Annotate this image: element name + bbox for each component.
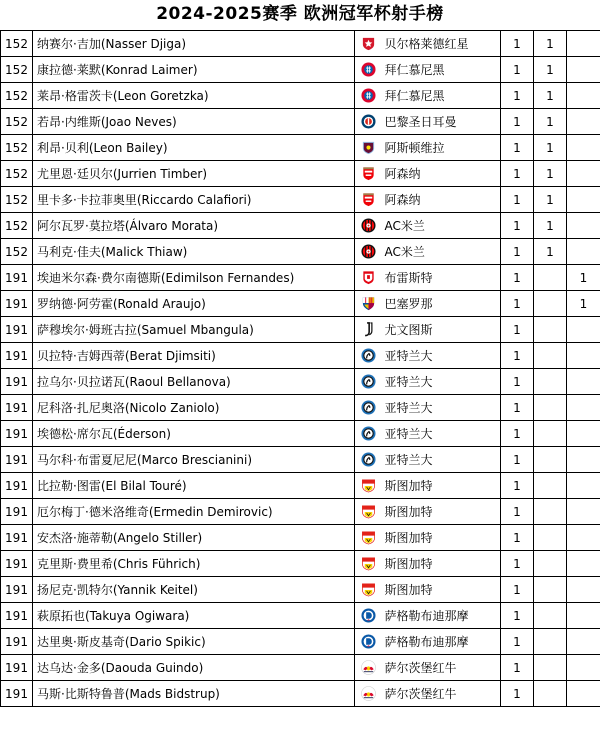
player-name-cell: 康拉德·莱默(Konrad Laimer): [33, 57, 355, 83]
rank-cell: 191: [1, 265, 33, 291]
stat-b-cell: [534, 317, 567, 343]
player-name-cell: 萩原拓也(Takuya Ogiwara): [33, 603, 355, 629]
table-row: [1, 681, 600, 707]
goals-cell: 1: [501, 83, 534, 109]
stat-b-cell: [534, 421, 567, 447]
atalanta-icon: [361, 426, 376, 441]
club-name-cell: 斯图加特: [383, 525, 501, 551]
table-row: [1, 655, 600, 681]
club-logo-cell: [355, 187, 383, 213]
table-row: [1, 265, 600, 291]
stat-c-cell: [567, 395, 600, 421]
club-logo-cell: [355, 681, 383, 707]
stat-b-cell: [534, 603, 567, 629]
rank-cell: 191: [1, 473, 33, 499]
club-logo-cell: [355, 161, 383, 187]
player-name-cell: 扬尼克·凯特尔(Yannik Keitel): [33, 577, 355, 603]
club-logo-cell: [355, 603, 383, 629]
rank-cell: 152: [1, 239, 33, 265]
rank-cell: 152: [1, 109, 33, 135]
player-name-cell: 马斯·比斯特鲁普(Mads Bidstrup): [33, 681, 355, 707]
arsenal-icon: [361, 166, 376, 181]
goals-cell: 1: [501, 187, 534, 213]
goals-cell: 1: [501, 317, 534, 343]
ac-milan-icon: [361, 244, 376, 259]
rank-cell: 152: [1, 83, 33, 109]
table-row: [1, 83, 600, 109]
player-name-cell: 里卡多·卡拉菲奥里(Riccardo Calafiori): [33, 187, 355, 213]
rank-cell: 191: [1, 447, 33, 473]
stat-b-cell: [534, 655, 567, 681]
table-row: [1, 135, 600, 161]
stat-c-cell: [567, 473, 600, 499]
stat-c-cell: [567, 161, 600, 187]
stat-c-cell: [567, 187, 600, 213]
table-row: [1, 187, 600, 213]
club-logo-cell: [355, 57, 383, 83]
stat-b-cell: [534, 525, 567, 551]
player-name-cell: 罗纳德·阿劳霍(Ronald Araujo): [33, 291, 355, 317]
club-name-cell: 亚特兰大: [383, 343, 501, 369]
ac-milan-icon: [361, 218, 376, 233]
player-name-cell: 萨穆埃尔·姆班古拉(Samuel Mbangula): [33, 317, 355, 343]
atalanta-icon: [361, 374, 376, 389]
rank-cell: 191: [1, 499, 33, 525]
goals-cell: 1: [501, 447, 534, 473]
club-name-cell: 亚特兰大: [383, 369, 501, 395]
stat-b-cell: 1: [534, 83, 567, 109]
stuttgart-icon: [361, 530, 376, 545]
club-logo-cell: [355, 629, 383, 655]
dinamo-zagreb-icon: [361, 634, 376, 649]
player-name-cell: 马利克·佳夫(Malick Thiaw): [33, 239, 355, 265]
rank-cell: 191: [1, 395, 33, 421]
player-name-cell: 马尔科·布雷夏尼尼(Marco Brescianini): [33, 447, 355, 473]
club-logo-cell: [355, 577, 383, 603]
table-row: [1, 291, 600, 317]
stat-c-cell: [567, 681, 600, 707]
player-name-cell: 若昂·内维斯(Joao Neves): [33, 109, 355, 135]
table-row: [1, 447, 600, 473]
goals-cell: 1: [501, 135, 534, 161]
stat-c-cell: [567, 57, 600, 83]
club-logo-cell: [355, 473, 383, 499]
stat-c-cell: [567, 109, 600, 135]
table-row: [1, 109, 600, 135]
goals-cell: 1: [501, 577, 534, 603]
atalanta-icon: [361, 452, 376, 467]
player-name-cell: 纳赛尔·吉加(Nasser Djiga): [33, 31, 355, 57]
club-logo-cell: [355, 655, 383, 681]
stat-c-cell: [567, 317, 600, 343]
club-logo-cell: [355, 525, 383, 551]
club-name-cell: AC米兰: [383, 239, 501, 265]
table-row: [1, 343, 600, 369]
club-name-cell: 拜仁慕尼黑: [383, 83, 501, 109]
club-logo-cell: [355, 239, 383, 265]
club-logo-cell: [355, 447, 383, 473]
goals-cell: 1: [501, 551, 534, 577]
player-name-cell: 埃迪米尔森·费尔南德斯(Edimilson Fernandes): [33, 265, 355, 291]
goals-cell: 1: [501, 629, 534, 655]
player-name-cell: 比拉勒·图雷(El Bilal Touré): [33, 473, 355, 499]
goals-cell: 1: [501, 369, 534, 395]
club-name-cell: 斯图加特: [383, 473, 501, 499]
salzburg-icon: [361, 660, 376, 675]
club-logo-cell: [355, 213, 383, 239]
goals-cell: 1: [501, 499, 534, 525]
stat-b-cell: [534, 681, 567, 707]
goals-cell: 1: [501, 421, 534, 447]
club-logo-cell: [355, 551, 383, 577]
stat-b-cell: [534, 473, 567, 499]
stat-b-cell: [534, 343, 567, 369]
player-name-cell: 贝拉特·吉姆西蒂(Berat Djimsiti): [33, 343, 355, 369]
table-row: [1, 213, 600, 239]
rank-cell: 152: [1, 187, 33, 213]
stat-c-cell: [567, 83, 600, 109]
table-row: [1, 499, 600, 525]
player-name-cell: 安杰洛·施蒂勒(Angelo Stiller): [33, 525, 355, 551]
rank-cell: 191: [1, 291, 33, 317]
club-name-cell: AC米兰: [383, 213, 501, 239]
stat-b-cell: [534, 395, 567, 421]
bayern-icon: [361, 88, 376, 103]
club-name-cell: 巴黎圣日耳曼: [383, 109, 501, 135]
rank-cell: 191: [1, 525, 33, 551]
player-name-cell: 尼科洛·扎尼奥洛(Nicolo Zaniolo): [33, 395, 355, 421]
goals-cell: 1: [501, 291, 534, 317]
stat-c-cell: 1: [567, 291, 600, 317]
stat-c-cell: [567, 551, 600, 577]
club-logo-cell: [355, 395, 383, 421]
stat-b-cell: 1: [534, 109, 567, 135]
player-name-cell: 达乌达·金多(Daouda Guindo): [33, 655, 355, 681]
goals-cell: 1: [501, 161, 534, 187]
atalanta-icon: [361, 400, 376, 415]
club-logo-cell: [355, 31, 383, 57]
stuttgart-icon: [361, 478, 376, 493]
stat-c-cell: [567, 31, 600, 57]
stuttgart-icon: [361, 556, 376, 571]
rank-cell: 152: [1, 161, 33, 187]
rank-cell: 191: [1, 343, 33, 369]
club-name-cell: 阿森纳: [383, 161, 501, 187]
stat-c-cell: [567, 135, 600, 161]
club-logo-cell: [355, 83, 383, 109]
club-logo-cell: [355, 369, 383, 395]
player-name-cell: 拉乌尔·贝拉诺瓦(Raoul Bellanova): [33, 369, 355, 395]
player-name-cell: 尤里恩·廷贝尔(Jurrien Timber): [33, 161, 355, 187]
crvena-zvezda-icon: [361, 36, 376, 51]
stat-c-cell: [567, 629, 600, 655]
club-name-cell: 斯图加特: [383, 577, 501, 603]
stat-c-cell: 1: [567, 265, 600, 291]
table-row: [1, 473, 600, 499]
stat-b-cell: 1: [534, 187, 567, 213]
club-logo-cell: [355, 499, 383, 525]
goals-cell: 1: [501, 655, 534, 681]
dinamo-zagreb-icon: [361, 608, 376, 623]
stat-c-cell: [567, 577, 600, 603]
club-logo-cell: [355, 109, 383, 135]
player-name-cell: 阿尔瓦罗·莫拉塔(Álvaro Morata): [33, 213, 355, 239]
rank-cell: 191: [1, 681, 33, 707]
club-name-cell: 萨尔茨堡红牛: [383, 655, 501, 681]
bayern-icon: [361, 62, 376, 77]
rank-cell: 191: [1, 551, 33, 577]
stat-c-cell: [567, 421, 600, 447]
club-logo-cell: [355, 265, 383, 291]
stat-c-cell: [567, 603, 600, 629]
rank-cell: 152: [1, 31, 33, 57]
table-row: [1, 551, 600, 577]
stuttgart-icon: [361, 504, 376, 519]
goals-cell: 1: [501, 525, 534, 551]
stat-b-cell: [534, 551, 567, 577]
club-logo-cell: [355, 343, 383, 369]
club-name-cell: 尤文图斯: [383, 317, 501, 343]
goals-cell: 1: [501, 603, 534, 629]
stat-b-cell: [534, 499, 567, 525]
player-name-cell: 达里奥·斯皮基奇(Dario Spikic): [33, 629, 355, 655]
rank-cell: 191: [1, 421, 33, 447]
goals-cell: 1: [501, 57, 534, 83]
club-name-cell: 萨格勒布迪那摩: [383, 603, 501, 629]
rank-cell: 191: [1, 603, 33, 629]
goals-cell: 1: [501, 265, 534, 291]
table-row: [1, 31, 600, 57]
stat-c-cell: [567, 525, 600, 551]
stat-b-cell: 1: [534, 135, 567, 161]
table-row: [1, 525, 600, 551]
stat-c-cell: [567, 447, 600, 473]
table-row: [1, 395, 600, 421]
table-row: [1, 577, 600, 603]
table-row: [1, 57, 600, 83]
player-name-cell: 克里斯·费里希(Chris Führich): [33, 551, 355, 577]
player-name-cell: 利昂·贝利(Leon Bailey): [33, 135, 355, 161]
stat-c-cell: [567, 239, 600, 265]
table-row: [1, 161, 600, 187]
goals-cell: 1: [501, 473, 534, 499]
stat-b-cell: [534, 369, 567, 395]
arsenal-icon: [361, 192, 376, 207]
table-row: [1, 369, 600, 395]
goals-cell: 1: [501, 109, 534, 135]
rank-cell: 152: [1, 135, 33, 161]
rank-cell: 191: [1, 655, 33, 681]
club-logo-cell: [355, 421, 383, 447]
club-name-cell: 阿森纳: [383, 187, 501, 213]
club-logo-cell: [355, 135, 383, 161]
stat-b-cell: [534, 447, 567, 473]
club-name-cell: 巴塞罗那: [383, 291, 501, 317]
stat-c-cell: [567, 369, 600, 395]
club-name-cell: 布雷斯特: [383, 265, 501, 291]
club-name-cell: 萨格勒布迪那摩: [383, 629, 501, 655]
stat-b-cell: 1: [534, 213, 567, 239]
goals-cell: 1: [501, 31, 534, 57]
stat-b-cell: 1: [534, 239, 567, 265]
player-name-cell: 厄尔梅丁·德米洛维奇(Ermedin Demirovic): [33, 499, 355, 525]
scorers-table: [0, 30, 600, 707]
club-name-cell: 斯图加特: [383, 499, 501, 525]
goals-cell: 1: [501, 395, 534, 421]
stat-b-cell: 1: [534, 57, 567, 83]
club-name-cell: 阿斯顿维拉: [383, 135, 501, 161]
psg-icon: [361, 114, 376, 129]
goals-cell: 1: [501, 681, 534, 707]
goals-cell: 1: [501, 213, 534, 239]
stat-b-cell: 1: [534, 161, 567, 187]
club-name-cell: 亚特兰大: [383, 421, 501, 447]
stat-b-cell: [534, 291, 567, 317]
table-row: [1, 239, 600, 265]
rank-cell: 152: [1, 57, 33, 83]
club-name-cell: 亚特兰大: [383, 395, 501, 421]
stat-b-cell: [534, 577, 567, 603]
rank-cell: 191: [1, 629, 33, 655]
player-name-cell: 埃德松·席尔瓦(Éderson): [33, 421, 355, 447]
rank-cell: 191: [1, 369, 33, 395]
salzburg-icon: [361, 686, 376, 701]
page-title: 2024-2025赛季 欧洲冠军杯射手榜: [156, 4, 444, 24]
atalanta-icon: [361, 348, 376, 363]
club-name-cell: 斯图加特: [383, 551, 501, 577]
stat-c-cell: [567, 499, 600, 525]
table-row: [1, 603, 600, 629]
stuttgart-icon: [361, 582, 376, 597]
stat-c-cell: [567, 213, 600, 239]
club-name-cell: 亚特兰大: [383, 447, 501, 473]
club-name-cell: 贝尔格莱德红星: [383, 31, 501, 57]
rank-cell: 191: [1, 577, 33, 603]
stat-b-cell: [534, 265, 567, 291]
club-logo-cell: [355, 317, 383, 343]
aston-villa-icon: [361, 140, 376, 155]
stat-b-cell: 1: [534, 31, 567, 57]
table-row: [1, 629, 600, 655]
goals-cell: 1: [501, 343, 534, 369]
table-row: [1, 421, 600, 447]
brest-icon: [361, 270, 376, 285]
stat-b-cell: [534, 629, 567, 655]
barcelona-icon: [361, 296, 376, 311]
club-name-cell: 拜仁慕尼黑: [383, 57, 501, 83]
rank-cell: 191: [1, 317, 33, 343]
rank-cell: 152: [1, 213, 33, 239]
stat-c-cell: [567, 655, 600, 681]
player-name-cell: 莱昂·格雷茨卡(Leon Goretzka): [33, 83, 355, 109]
club-logo-cell: [355, 291, 383, 317]
club-name-cell: 萨尔茨堡红牛: [383, 681, 501, 707]
goals-cell: 1: [501, 239, 534, 265]
stat-c-cell: [567, 343, 600, 369]
juventus-icon: [361, 322, 376, 337]
table-row: [1, 317, 600, 343]
